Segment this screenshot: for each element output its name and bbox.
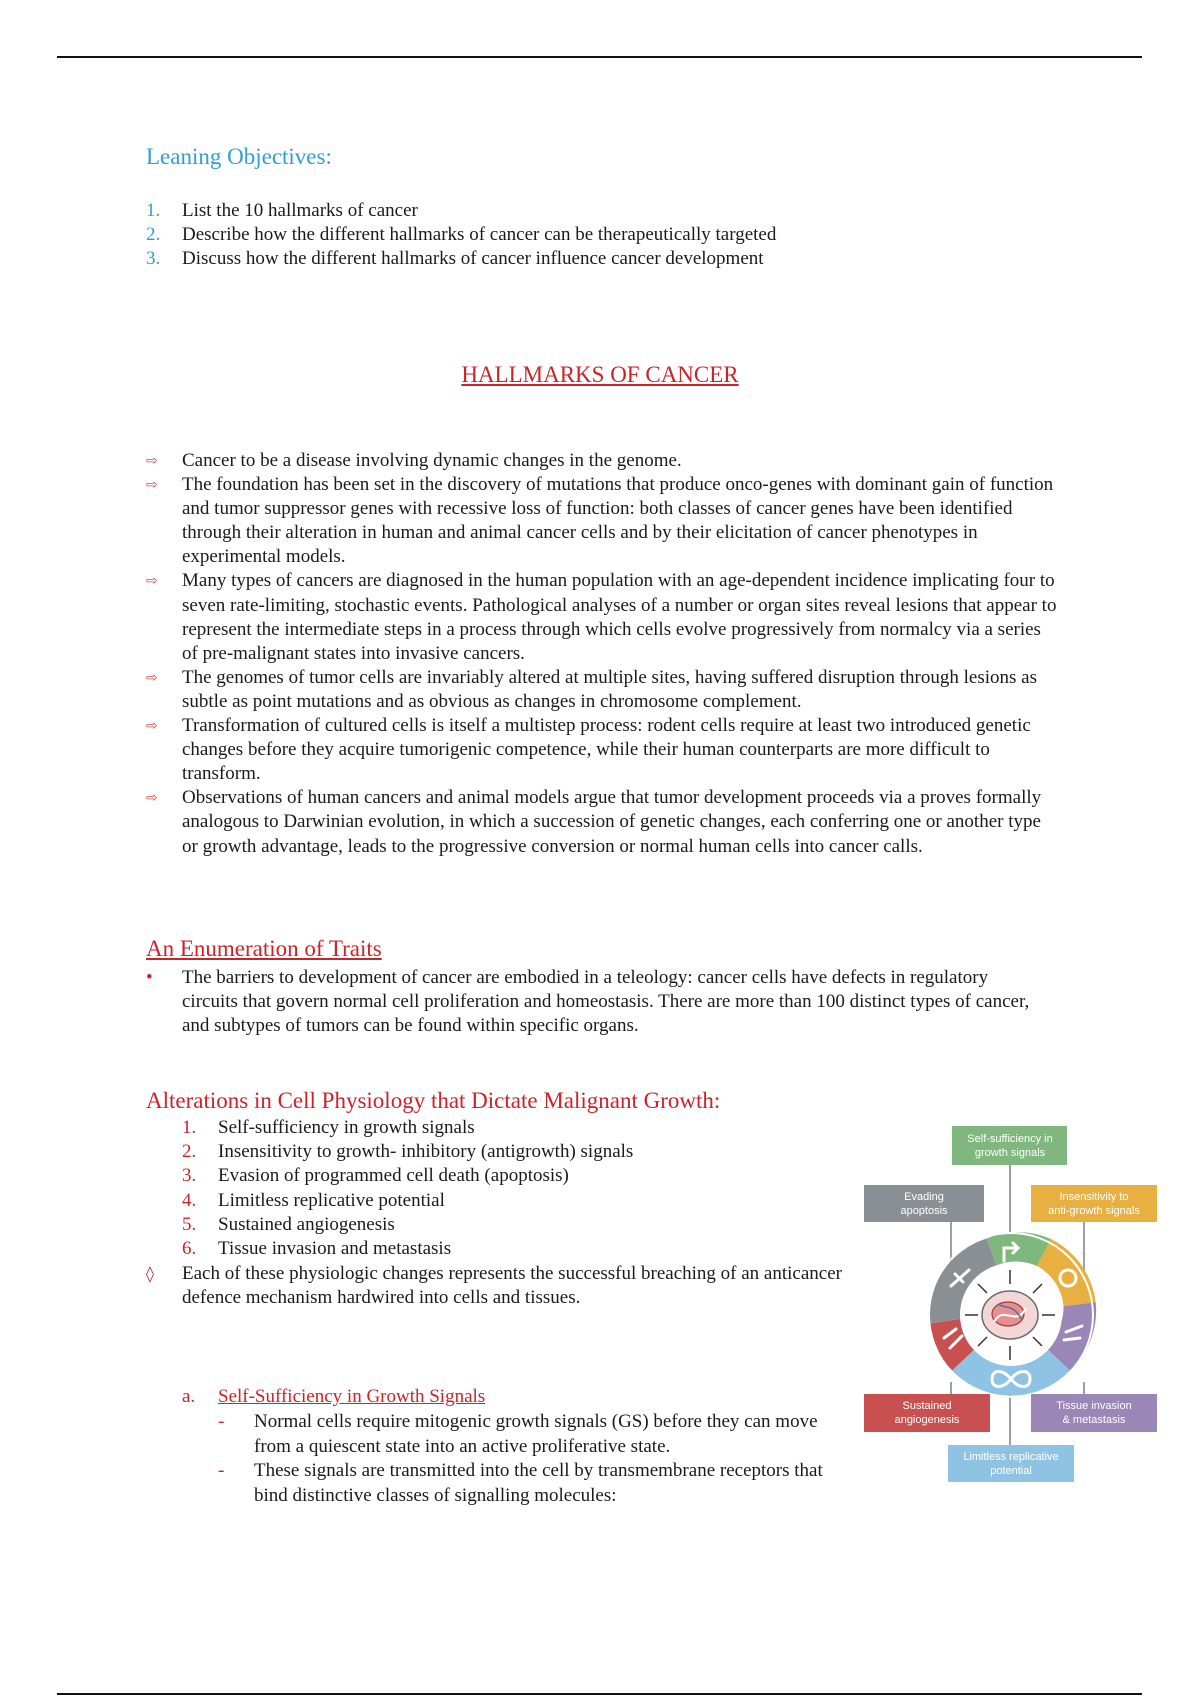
top-rule	[57, 56, 1142, 58]
label-replicative	[948, 1445, 1074, 1482]
list-item: ⇨ Cancer to be a disease involving dynamic changes in the genome.	[146, 449, 1061, 473]
list-item: ⇨ The genomes of tumor cells are invariably altered at multiple sites, having suffered disruption through lesions as subtle as point mutations and as obvious as changes in chromosome complement.	[146, 666, 1061, 714]
list-item: • The barriers to development of cancer are embodied in a teleology: cancer cells have defects in regulatory circuits that govern normal cell proliferation and homeostasis. There are more than 100 distinct types of cancer, and subtypes of tumors can be found within specific organs.	[146, 966, 1046, 1038]
label-growth	[952, 1126, 1067, 1165]
learning-objectives-list	[146, 199, 1046, 271]
svg-text:Tissue invasion: Tissue invasion	[1056, 1400, 1132, 1412]
label-antigrowth	[1031, 1185, 1157, 1222]
list-item: ⇨ Observations of human cancers and animal models argue that tumor development proceeds via a proves formally analogous to Darwinian evolution, in which a succession of genetic changes, each conferring one or another type or growth advantage, leads to the progressive conversion or normal human cells into cancer calls.	[146, 786, 1061, 858]
self-sufficiency-list	[218, 1410, 838, 1508]
svg-text:growth signals: growth signals	[974, 1147, 1046, 1159]
label-angiogenesis	[864, 1394, 990, 1432]
list-item: 2. Insensitivity to growth- inhibitory (antigrowth) signals	[182, 1141, 634, 1163]
hallmarks-diagram	[858, 1124, 1170, 1489]
list-item: 1. Self-sufficiency in growth signals	[182, 1117, 475, 1138]
svg-text:apoptosis: apoptosis	[900, 1205, 948, 1217]
svg-text:& metastasis: & metastasis	[1062, 1414, 1126, 1426]
enumeration-heading: An Enumeration of Traits	[146, 936, 382, 961]
list-item: 3. Evasion of programmed cell death (apoptosis)	[182, 1165, 569, 1187]
page-title: HALLMARKS OF CANCER	[461, 362, 739, 387]
arrow-icon: ⇨	[146, 669, 158, 686]
enumeration-list	[146, 966, 1046, 1038]
diamond-icon: ◊	[146, 1264, 154, 1283]
label-invasion	[1031, 1394, 1157, 1432]
arrow-icon: ⇨	[146, 477, 158, 494]
self-sufficiency-heading: a. Self-Sufficiency in Growth Signals	[182, 1386, 486, 1407]
list-item: - Normal cells require mitogenic growth signals (GS) before they can move from a quiescent state into an active proliferative state.	[218, 1410, 838, 1459]
list-item: 2. Describe how the different hallmarks of cancer can be therapeutically targeted	[146, 224, 777, 245]
label-apoptosis	[864, 1185, 984, 1222]
svg-text:Limitless replicative: Limitless replicative	[963, 1451, 1059, 1463]
list-item: 4. Limitless replicative potential	[182, 1189, 445, 1211]
list-item: 1. List the 10 hallmarks of cancer	[146, 200, 418, 221]
dash-icon: -	[218, 1411, 225, 1432]
bottom-rule	[57, 1693, 1142, 1695]
alterations-heading: Alterations in Cell Physiology that Dictate Malignant Growth:	[146, 1088, 721, 1113]
list-item: ⇨ Transformation of cultured cells is itself a multistep process: rodent cells require at least two introduced genetic changes before they acquire tumorigenic competence, while their human counterparts are more difficult to transform.	[146, 714, 1061, 786]
svg-text:anti-growth signals: anti-growth signals	[1048, 1205, 1140, 1217]
svg-text:angiogenesis: angiogenesis	[894, 1414, 960, 1426]
bullet-icon: •	[146, 967, 153, 988]
arrow-icon: ⇨	[146, 790, 158, 807]
list-item: ⇨ The foundation has been set in the discovery of mutations that produce onco-genes with dominant gain of function and tumor suppressor genes with recessive loss of function: both classes of cancer genes have been identified through their alteration in human and animal cancer cells and by their elicitation of cancer phenotypes in experimental models.	[146, 473, 1061, 569]
arrow-icon: ⇨	[146, 573, 158, 590]
list-item: ⇨ Many types of cancers are diagnosed in the human population with an age-dependent incidence implicating four to seven rate-limiting, stochastic events. Pathological analyses of a number or organ sites reveal lesions that appear to represent the intermediate steps in a process through which cells evolve progressively from normalcy via a series of pre-malignant states into invasive cancers.	[146, 569, 1061, 665]
svg-text:Sustained: Sustained	[902, 1400, 952, 1412]
alterations-note: ◊ Each of these physiologic changes represents the successful breaching of an anticancer defence mechanism hardwired into cells and tissues.	[146, 1262, 846, 1310]
svg-text:potential: potential	[990, 1465, 1032, 1477]
learning-objectives-heading: Leaning Objectives:	[146, 144, 332, 169]
svg-text:Insensitivity to: Insensitivity to	[1059, 1191, 1129, 1203]
svg-text:Evading: Evading	[904, 1191, 944, 1203]
dash-icon: -	[218, 1460, 225, 1481]
arrow-icon: ⇨	[146, 453, 158, 469]
alterations-list	[182, 1116, 702, 1261]
arrow-icon: ⇨	[146, 718, 158, 735]
list-item: 3. Discuss how the different hallmarks of cancer influence cancer development	[146, 248, 764, 269]
list-item: 6. Tissue invasion and metastasis	[182, 1238, 452, 1260]
intro-points-list	[146, 449, 1061, 859]
list-item: - These signals are transmitted into the cell by transmembrane receptors that bind distinctive classes of signalling molecules:	[218, 1459, 838, 1508]
svg-text:Self-sufficiency in: Self-sufficiency in	[967, 1133, 1053, 1145]
list-item: 5. Sustained angiogenesis	[182, 1213, 395, 1235]
